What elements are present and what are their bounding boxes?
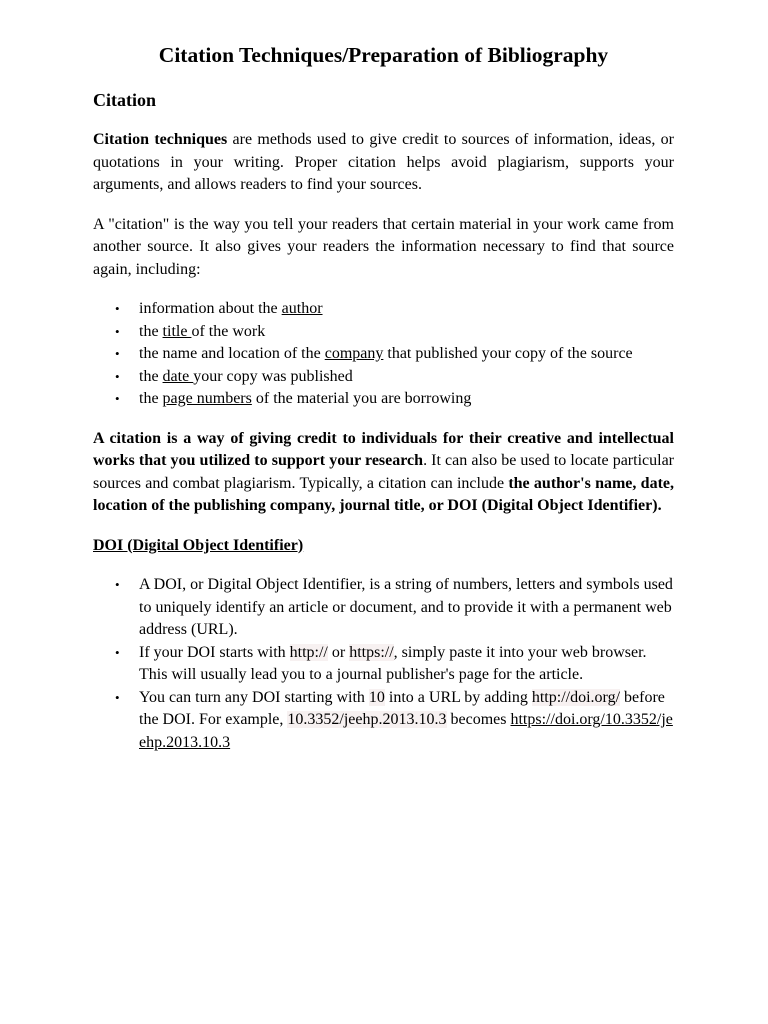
paragraph-citation-techniques bbox=[93, 129, 674, 197]
doi-list bbox=[93, 574, 674, 754]
list-item: • the page numbers of the material you are borrowing bbox=[139, 388, 674, 411]
doi-heading: DOI (Digital Object Identifier) bbox=[93, 536, 304, 554]
title-link[interactable]: title bbox=[162, 322, 192, 340]
list-item: • If your DOI starts with http:// or https://, simply paste it into your web browser. This will usually lead you to a journal publisher's page for the article. bbox=[139, 642, 674, 687]
code-10: 10 bbox=[368, 688, 385, 706]
section-heading-citation: Citation bbox=[93, 90, 156, 110]
company-link[interactable]: company bbox=[324, 345, 384, 362]
author-link[interactable]: author bbox=[281, 300, 323, 317]
list-item: • the title of the work bbox=[139, 321, 674, 344]
bold-lead: Citation techniques bbox=[93, 131, 228, 148]
code-doi-org: http://doi.org/ bbox=[531, 688, 621, 706]
doi-url-link[interactable]: https://doi.org/10.3352/jeehp.2013.10.3 bbox=[139, 711, 673, 751]
citation-info-list bbox=[93, 298, 674, 411]
code-example-doi: 10.3352/jeehp.2013.10.3 bbox=[287, 711, 447, 728]
code-http: http:// bbox=[289, 643, 328, 661]
date-link[interactable]: date bbox=[162, 367, 194, 385]
paragraph-citation-credit: A citation is a way of giving credit to individuals for their creative and intellectual works that you utilized to support your research. It can also be used to locate particular sources and combat plagiarism. Typically, a citation can include the author's name, date, location of the publishing company, journal title, or DOI (Digital Object Identifier). bbox=[93, 429, 674, 514]
list-item: • A DOI, or Digital Object Identifier, is a string of numbers, letters and symbols used to uniquely identify an article or document, and to provide it with a permanent web address (URL). bbox=[139, 574, 674, 642]
list-item: • You can turn any DOI starting with 10 into a URL by adding http://doi.org/ before the DOI. For example, 10.3352/jeehp.2013.10.3 becomes https://doi.org/10.3352/jeehp.2013.10.3 bbox=[139, 687, 674, 755]
list-item: • the date your copy was published bbox=[139, 366, 674, 389]
page-numbers-link[interactable]: page numbers bbox=[162, 390, 252, 407]
paragraph-text: are methods used to give credit to sources of information, ideas, or quotations in your writing. Proper citation helps avoid plagiarism, supports your arguments, and allows readers to find your sources. bbox=[93, 131, 674, 193]
paragraph-citation-definition: A "citation" is the way you tell your readers that certain material in your work came from another source. It also gives your readers the information necessary to find that source again, including: bbox=[93, 215, 674, 278]
code-https: https:// bbox=[349, 643, 394, 661]
document-title: Citation Techniques/Preparation of Bibliography bbox=[158, 43, 609, 67]
list-item: • the name and location of the company that published your copy of the source bbox=[139, 343, 674, 366]
list-item: • information about the author bbox=[139, 298, 674, 321]
